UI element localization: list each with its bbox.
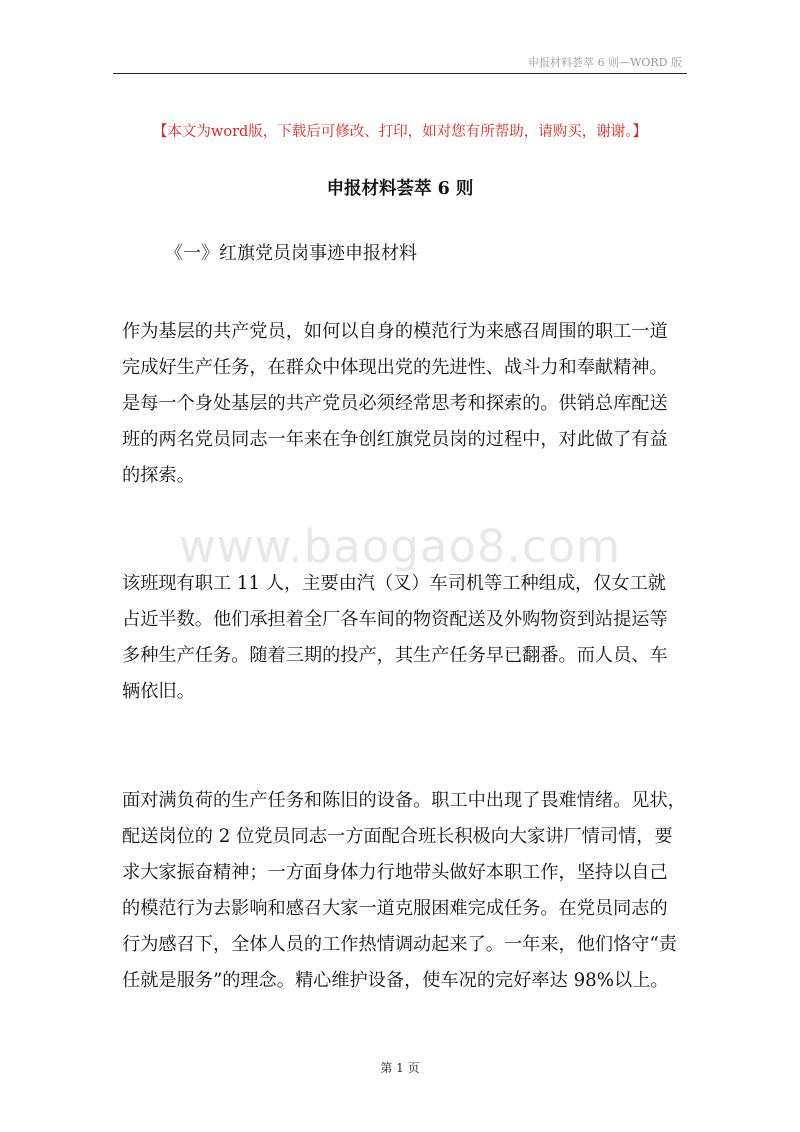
- paragraph-2: [122, 566, 692, 710]
- paragraph-line: 求大家振奋精神；一方面身体力行地带头做好本职工作，坚持以自己: [122, 862, 668, 883]
- paragraph-1: [122, 314, 692, 494]
- paragraph-line: 行为感召下，全体人员的工作热情调动起来了。一年来，他们恪守“责: [122, 934, 677, 955]
- paragraph-line: 班的两名党员同志一年来在争创红旗党员岗的过程中，对此做了有益: [122, 429, 668, 450]
- document-title: 申报材料荟萃 6 则: [326, 179, 474, 199]
- paragraph-line: 辆依旧。: [122, 681, 195, 702]
- page-number: 第 1 页: [380, 1061, 420, 1075]
- running-header: 申报材料荟萃 6 则—WORD 版: [528, 56, 682, 69]
- download-notice: 【本文为word版，下载后可修改、打印，如对您有所帮助，请购买，谢谢。】: [152, 124, 648, 140]
- paragraph-line: 配送岗位的 2 位党员同志一方面配合班长积极向大家讲厂情司情，要: [122, 826, 673, 847]
- paragraph-3: [122, 783, 692, 999]
- paragraph-line: 该班现有职工 11 人，主要由汽（叉）车司机等工种组成，仅女工就: [122, 573, 666, 594]
- paragraph-line: 占近半数。他们承担着全厂各车间的物资配送及外购物资到站提运等: [122, 609, 668, 630]
- header-divider: [113, 73, 687, 74]
- paragraph-line: 面对满负荷的生产任务和陈旧的设备。职工中出现了畏难情绪。见状，: [122, 790, 686, 811]
- paragraph-line: 的探索。: [122, 465, 195, 486]
- paragraph-line: 的模范行为去影响和感召大家一道克服困难完成任务。在党员同志的: [122, 898, 668, 919]
- paragraph-line: 多种生产任务。随着三期的投产，其生产任务早已翻番。而人员、车: [122, 645, 668, 666]
- paragraph-line: 完成好生产任务，在群众中体现出党的先进性、战斗力和奉献精神。: [122, 357, 668, 378]
- watermark: www.baogao8.com: [179, 520, 621, 573]
- paragraph-line: 任就是服务”的理念。精心维护设备，使车况的完好率达 98%以上。: [122, 970, 669, 991]
- section-heading: 《一》红旗党员岗事迹申报材料: [165, 243, 417, 264]
- paragraph-line: 是每一个身处基层的共产党员必须经常思考和探索的。供销总库配送: [122, 393, 668, 414]
- paragraph-line: 作为基层的共产党员，如何以自身的模范行为来感召周围的职工一道: [122, 321, 668, 342]
